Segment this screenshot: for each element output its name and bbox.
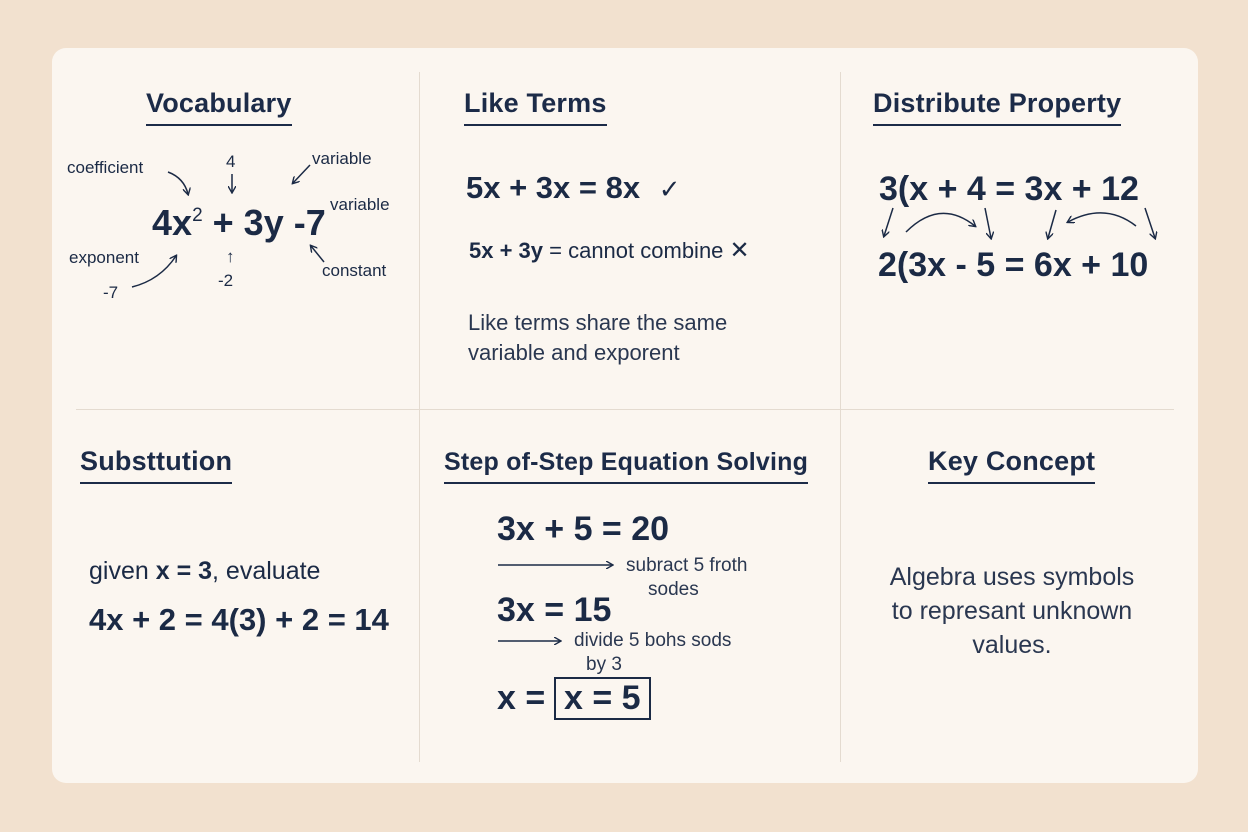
coefficient-label: coefficient (67, 158, 144, 177)
step-eq1: 3x + 5 = 20 (497, 510, 670, 548)
given-suffix: , evaluate (212, 557, 321, 585)
step-eq2: 3x = 15 (497, 591, 612, 629)
key-concept-line1: Algebra uses symbols (889, 563, 1135, 591)
four-label: 4 (226, 152, 236, 171)
variable-right-label: variable (330, 195, 390, 214)
substitution-equation: 4x + 2 = 4(3) + 2 = 14 (89, 602, 389, 637)
variable-top-label: variable (312, 149, 372, 168)
vocabulary-title: Vocabulary (146, 88, 292, 126)
minus-two-label: -2 (218, 271, 234, 290)
key-concept-line2: to represant unknown (891, 597, 1133, 625)
distribute-title: Distribute Property (873, 88, 1121, 126)
exponent-term: 2 (192, 205, 203, 226)
key-concept-title: Key Concept (928, 446, 1095, 484)
unlike-terms-equation (469, 236, 750, 265)
steps-title: Step of-Step Equation Solving (444, 448, 808, 484)
like-terms-title: Like Terms (464, 88, 607, 126)
given-value: x = 3 (155, 557, 213, 585)
step-eq3-prefix: x = (497, 679, 546, 717)
coefficient-term: 4 (152, 202, 173, 243)
like-terms-note-line2: variable and exporent (468, 340, 680, 365)
cannot-combine-text: = cannot combine (543, 238, 724, 263)
given-prefix: given (89, 557, 156, 585)
like-terms-eq1: 5x + 3x = 8x (466, 170, 641, 205)
step-note1-line2: sodes (648, 579, 699, 600)
step-note1-line1: subract 5 froth (626, 555, 748, 576)
key-concept-line3: values. (972, 631, 1052, 659)
rest-of-expression: + 3y -7 (202, 202, 326, 243)
exponent-label: exponent (69, 248, 139, 267)
divider-vertical-2 (840, 72, 841, 762)
cross-mark-icon: ✕ (729, 237, 750, 264)
divider-vertical-1 (419, 72, 420, 762)
substitution-title: Substtution (80, 446, 232, 484)
check-mark-icon: ✓ (658, 174, 681, 204)
step-note2-line2: by 3 (586, 654, 622, 675)
key-concept-text (862, 560, 1162, 662)
distribute-eq1: 3(x + 4 = 3x + 12 (879, 170, 1139, 208)
given-statement (89, 557, 320, 586)
minus-seven-label: -7 (103, 283, 119, 302)
step-note2-line1: divide 5 bohs sods (574, 630, 732, 651)
vocabulary-expression (152, 202, 326, 244)
up-arrow-label: ↑ (226, 247, 235, 266)
divider-horizontal (76, 409, 1174, 410)
like-terms-equation (466, 170, 681, 206)
distribute-eq2: 2(3x - 5 = 6x + 10 (878, 246, 1149, 284)
unlike-terms-expr: 5x + 3y (469, 238, 544, 263)
variable-term: x (172, 202, 193, 243)
worksheet-card (52, 48, 1198, 783)
constant-label: constant (322, 261, 387, 280)
final-answer-box: x = 5 (554, 677, 651, 720)
like-terms-note-line1: Like terms share the same (468, 310, 728, 335)
